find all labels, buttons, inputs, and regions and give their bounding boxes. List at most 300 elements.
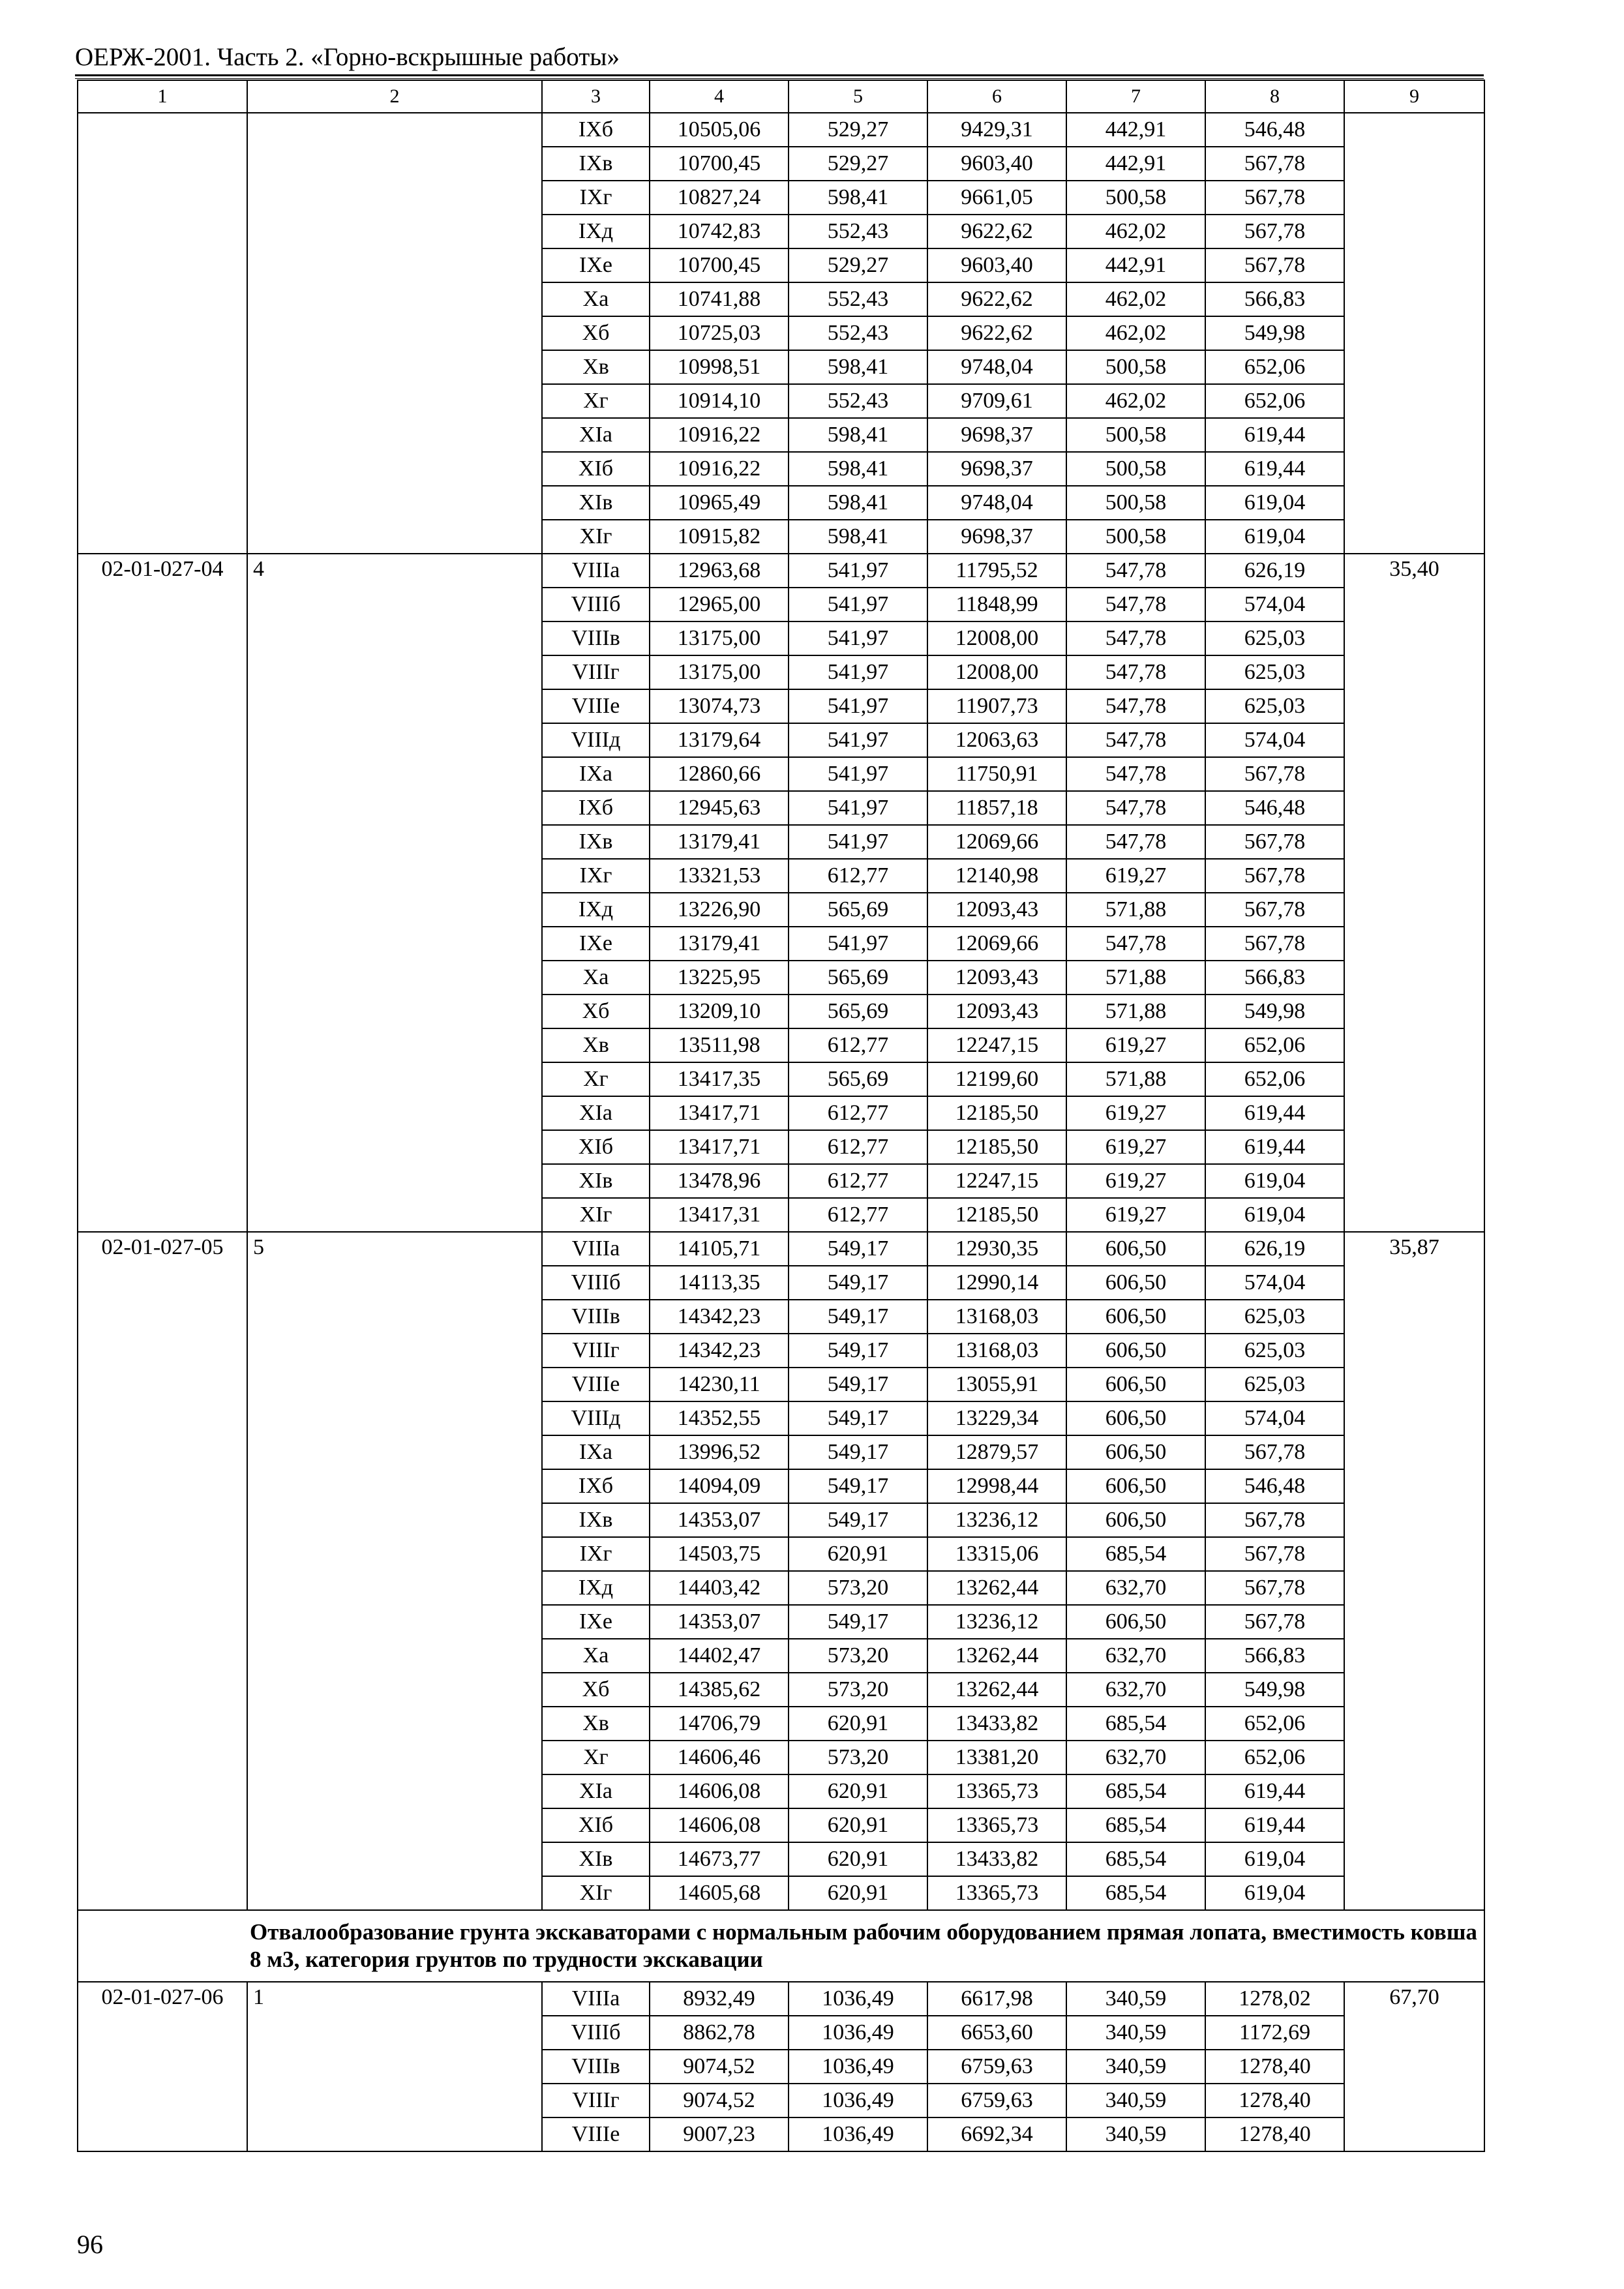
col-7-value: 442,91: [1066, 113, 1205, 147]
col-4-total: 13175,00: [650, 621, 789, 655]
col-6-value: 9622,62: [927, 316, 1066, 350]
col-7-value: 340,59: [1066, 2016, 1205, 2050]
col-5-value: 541,97: [789, 689, 927, 723]
soil-category: VIIIб: [542, 588, 650, 621]
col-6-value: 12247,15: [927, 1164, 1066, 1198]
col-7-value: 685,54: [1066, 1842, 1205, 1876]
soil-category: Xг: [542, 1741, 650, 1774]
col-8-value: 625,03: [1205, 621, 1344, 655]
rate-variant: 1: [247, 1982, 542, 2151]
col-6-value: 9748,04: [927, 486, 1066, 520]
col-7-value: 619,27: [1066, 1096, 1205, 1130]
col-8-value: 549,98: [1205, 316, 1344, 350]
soil-category: Xв: [542, 350, 650, 384]
col-7-value: 606,50: [1066, 1266, 1205, 1300]
col-4-total: 14353,07: [650, 1605, 789, 1639]
col-4-total: 10998,51: [650, 350, 789, 384]
col-4-total: 12963,68: [650, 554, 789, 588]
soil-category: IXб: [542, 113, 650, 147]
col-8-value: 619,44: [1205, 452, 1344, 486]
col-5-value: 549,17: [789, 1232, 927, 1266]
col-8-value: 619,04: [1205, 1198, 1344, 1232]
col-6-value: 9603,40: [927, 248, 1066, 282]
rate-variant: 4: [247, 554, 542, 1232]
soil-category: XIб: [542, 1130, 650, 1164]
col-5-value: 549,17: [789, 1503, 927, 1537]
column-number: 7: [1066, 80, 1205, 113]
col-4-total: 14353,07: [650, 1503, 789, 1537]
col-4-total: 13417,71: [650, 1096, 789, 1130]
table-row: [78, 554, 1484, 588]
col-4-total: 13225,95: [650, 961, 789, 995]
col-7-value: 547,78: [1066, 927, 1205, 961]
col-7-value: 462,02: [1066, 384, 1205, 418]
col-7-value: 500,58: [1066, 452, 1205, 486]
col-8-value: 567,78: [1205, 1537, 1344, 1571]
col-5-value: 565,69: [789, 961, 927, 995]
col-4-total: 13996,52: [650, 1435, 789, 1469]
col-5-value: 612,77: [789, 1164, 927, 1198]
col-5-value: 612,77: [789, 1130, 927, 1164]
col-5-value: 565,69: [789, 1062, 927, 1096]
col-6-value: 12069,66: [927, 927, 1066, 961]
soil-category: IXв: [542, 147, 650, 181]
col-8-value: 574,04: [1205, 1401, 1344, 1435]
col-5-value: 565,69: [789, 893, 927, 927]
col-4-total: 10741,88: [650, 282, 789, 316]
col-7-value: 606,50: [1066, 1300, 1205, 1334]
col-6-value: 13365,73: [927, 1876, 1066, 1910]
col-8-value: 567,78: [1205, 215, 1344, 248]
col-4-total: 8862,78: [650, 2016, 789, 2050]
rate-variant: [247, 113, 542, 554]
soil-category: VIIIг: [542, 2084, 650, 2117]
col-6-value: 9698,37: [927, 418, 1066, 452]
col-7-value: 462,02: [1066, 215, 1205, 248]
col-6-value: 11848,99: [927, 588, 1066, 621]
col-7-value: 547,78: [1066, 791, 1205, 825]
col-4-total: 14402,47: [650, 1639, 789, 1673]
col-5-value: 612,77: [789, 1198, 927, 1232]
col-4-total: 8932,49: [650, 1982, 789, 2016]
col-6-value: 6653,60: [927, 2016, 1066, 2050]
column-number: 3: [542, 80, 650, 113]
col-6-value: 13262,44: [927, 1639, 1066, 1673]
col-6-value: 11907,73: [927, 689, 1066, 723]
col-7-value: 685,54: [1066, 1774, 1205, 1808]
soil-category: XIа: [542, 1096, 650, 1130]
col-4-total: 12965,00: [650, 588, 789, 621]
col-4-total: 9007,23: [650, 2117, 789, 2151]
col-8-value: 567,78: [1205, 1571, 1344, 1605]
soil-category: IXб: [542, 1469, 650, 1503]
col-5-value: 573,20: [789, 1673, 927, 1707]
col-6-value: 12199,60: [927, 1062, 1066, 1096]
col-7-value: 619,27: [1066, 1164, 1205, 1198]
col-8-value: 625,03: [1205, 655, 1344, 689]
col-7-value: 547,78: [1066, 554, 1205, 588]
col-4-total: 12945,63: [650, 791, 789, 825]
col-5-value: 529,27: [789, 248, 927, 282]
col-4-total: 13179,41: [650, 927, 789, 961]
col-4-total: 14606,08: [650, 1808, 789, 1842]
col-7-value: 340,59: [1066, 2084, 1205, 2117]
col-4-total: 14706,79: [650, 1707, 789, 1741]
col-7-value: 547,78: [1066, 655, 1205, 689]
col-7-value: 500,58: [1066, 520, 1205, 554]
column-number: 5: [789, 80, 927, 113]
soil-category: XIб: [542, 452, 650, 486]
col-4-total: 10965,49: [650, 486, 789, 520]
soil-category: XIб: [542, 1808, 650, 1842]
col-5-value: 549,17: [789, 1368, 927, 1401]
col-7-value: 632,70: [1066, 1741, 1205, 1774]
col-6-value: 12185,50: [927, 1096, 1066, 1130]
soil-category: VIIIа: [542, 554, 650, 588]
col-6-value: 12185,50: [927, 1130, 1066, 1164]
col-7-value: 571,88: [1066, 961, 1205, 995]
col-5-value: 552,43: [789, 384, 927, 418]
col-4-total: 14606,08: [650, 1774, 789, 1808]
col-8-value: 619,04: [1205, 520, 1344, 554]
col-8-value: 567,78: [1205, 1435, 1344, 1469]
col-6-value: 13168,03: [927, 1334, 1066, 1368]
col-8-value: 619,44: [1205, 418, 1344, 452]
col-5-value: 529,27: [789, 147, 927, 181]
col-8-value: 566,83: [1205, 961, 1344, 995]
soil-category: IXв: [542, 1503, 650, 1537]
soil-category: IXг: [542, 1537, 650, 1571]
soil-category: VIIIе: [542, 2117, 650, 2151]
section-heading: Отвалообразование грунта экскаваторами с нормальным рабочим оборудованием прямая лопата, вместимость ковша 8 м3, категория грунтов по трудности экскавации: [78, 1910, 1484, 1982]
col-7-value: 606,50: [1066, 1232, 1205, 1266]
col-6-value: 13365,73: [927, 1774, 1066, 1808]
col-8-value: 567,78: [1205, 757, 1344, 791]
col-8-value: 549,98: [1205, 1673, 1344, 1707]
col-8-value: 625,03: [1205, 689, 1344, 723]
column-number: 8: [1205, 80, 1344, 113]
col-7-value: 547,78: [1066, 621, 1205, 655]
col-6-value: 9622,62: [927, 215, 1066, 248]
soil-category: VIIIа: [542, 1982, 650, 2016]
col-7-value: 606,50: [1066, 1401, 1205, 1435]
column-number: 9: [1344, 80, 1484, 113]
col-6-value: 13055,91: [927, 1368, 1066, 1401]
col-6-value: 6759,63: [927, 2050, 1066, 2084]
col-8-value: 1278,40: [1205, 2084, 1344, 2117]
col-4-total: 12860,66: [650, 757, 789, 791]
col-5-value: 549,17: [789, 1605, 927, 1639]
col-7-value: 619,27: [1066, 1130, 1205, 1164]
col-4-total: 10914,10: [650, 384, 789, 418]
col-7-value: 606,50: [1066, 1334, 1205, 1368]
soil-category: XIа: [542, 1774, 650, 1808]
soil-category: Xв: [542, 1028, 650, 1062]
col-5-value: 541,97: [789, 655, 927, 689]
col-8-value: 619,44: [1205, 1774, 1344, 1808]
col-7-value: 500,58: [1066, 486, 1205, 520]
col-6-value: 6617,98: [927, 1982, 1066, 2016]
soil-category: IXг: [542, 859, 650, 893]
col-4-total: 13417,71: [650, 1130, 789, 1164]
rate-variant: 5: [247, 1232, 542, 1910]
col-6-value: 12879,57: [927, 1435, 1066, 1469]
col-7-value: 547,78: [1066, 723, 1205, 757]
col-7-value: 500,58: [1066, 350, 1205, 384]
soil-category: XIв: [542, 1164, 650, 1198]
col-8-value: 567,78: [1205, 248, 1344, 282]
col-8-value: 567,78: [1205, 181, 1344, 215]
col-5-value: 552,43: [789, 316, 927, 350]
col-6-value: 13168,03: [927, 1300, 1066, 1334]
soil-category: VIIIе: [542, 689, 650, 723]
col-5-value: 541,97: [789, 723, 927, 757]
soil-category: VIIIд: [542, 723, 650, 757]
col-8-value: 574,04: [1205, 723, 1344, 757]
col-7-value: 606,50: [1066, 1435, 1205, 1469]
col-8-value: 652,06: [1205, 350, 1344, 384]
section-heading-row: [78, 1910, 1484, 1982]
col-4-total: 14503,75: [650, 1537, 789, 1571]
col-8-value: 574,04: [1205, 1266, 1344, 1300]
col-7-value: 632,70: [1066, 1673, 1205, 1707]
col-6-value: 11750,91: [927, 757, 1066, 791]
col-4-total: 13478,96: [650, 1164, 789, 1198]
col-6-value: 9429,31: [927, 113, 1066, 147]
soil-category: XIа: [542, 418, 650, 452]
col-8-value: 574,04: [1205, 588, 1344, 621]
soil-category: Xа: [542, 961, 650, 995]
col-4-total: 10725,03: [650, 316, 789, 350]
col-5-value: 598,41: [789, 520, 927, 554]
col-7-value: 547,78: [1066, 825, 1205, 859]
col-5-value: 541,97: [789, 791, 927, 825]
soil-category: Xа: [542, 282, 650, 316]
col-8-value: 652,06: [1205, 1028, 1344, 1062]
col-5-value: 598,41: [789, 418, 927, 452]
header-rule-thin: [75, 78, 1484, 79]
table-row: [78, 1982, 1484, 2016]
col-7-value: 619,27: [1066, 1198, 1205, 1232]
col-6-value: 12247,15: [927, 1028, 1066, 1062]
col-8-value: 567,78: [1205, 1605, 1344, 1639]
col-7-value: 547,78: [1066, 757, 1205, 791]
col-8-value: 567,78: [1205, 147, 1344, 181]
col-7-value: 340,59: [1066, 2117, 1205, 2151]
soil-category: IXд: [542, 215, 650, 248]
col-7-value: 500,58: [1066, 181, 1205, 215]
column-number-row: [78, 80, 1484, 113]
col-8-value: 567,78: [1205, 893, 1344, 927]
soil-category: IXе: [542, 1605, 650, 1639]
col-5-value: 620,91: [789, 1842, 927, 1876]
col-6-value: 13365,73: [927, 1808, 1066, 1842]
col-8-value: 652,06: [1205, 1741, 1344, 1774]
col-6-value: 13433,82: [927, 1842, 1066, 1876]
soil-category: IXб: [542, 791, 650, 825]
col-8-value: 546,48: [1205, 113, 1344, 147]
col-6-value: 12069,66: [927, 825, 1066, 859]
page-header: ОЕРЖ-2001. Часть 2. «Горно-вскрышные работы»: [75, 43, 620, 71]
page-number: 96: [77, 2230, 103, 2259]
col-5-value: 552,43: [789, 282, 927, 316]
col-5-value: 620,91: [789, 1808, 927, 1842]
col-5-value: 598,41: [789, 452, 927, 486]
col-5-value: 541,97: [789, 554, 927, 588]
col-8-value: 625,03: [1205, 1368, 1344, 1401]
col-6-value: 12093,43: [927, 995, 1066, 1028]
col-6-value: 13381,20: [927, 1741, 1066, 1774]
soil-category: IXа: [542, 757, 650, 791]
col-7-value: 340,59: [1066, 2050, 1205, 2084]
soil-category: Xг: [542, 384, 650, 418]
col-6-value: 11795,52: [927, 554, 1066, 588]
soil-category: XIг: [542, 1876, 650, 1910]
col-5-value: 552,43: [789, 215, 927, 248]
col-7-value: 685,54: [1066, 1876, 1205, 1910]
col-5-value: 612,77: [789, 1096, 927, 1130]
col-8-value: 619,44: [1205, 1808, 1344, 1842]
col-4-total: 10700,45: [650, 147, 789, 181]
col-8-value: 1278,02: [1205, 1982, 1344, 2016]
column-number: 4: [650, 80, 789, 113]
soil-category: IXг: [542, 181, 650, 215]
table-body: [78, 80, 1484, 2151]
soil-category: IXв: [542, 825, 650, 859]
col-6-value: 9748,04: [927, 350, 1066, 384]
col-9-value: [1344, 113, 1484, 554]
col-4-total: 13074,73: [650, 689, 789, 723]
col-8-value: 652,06: [1205, 384, 1344, 418]
col-7-value: 606,50: [1066, 1469, 1205, 1503]
col-4-total: 10742,83: [650, 215, 789, 248]
soil-category: VIIIг: [542, 655, 650, 689]
col-6-value: 12093,43: [927, 893, 1066, 927]
column-number: 1: [78, 80, 247, 113]
soil-category: XIв: [542, 1842, 650, 1876]
col-6-value: 9709,61: [927, 384, 1066, 418]
soil-category: VIIIе: [542, 1368, 650, 1401]
col-4-total: 10505,06: [650, 113, 789, 147]
col-4-total: 13175,00: [650, 655, 789, 689]
soil-category: IXе: [542, 248, 650, 282]
col-8-value: 566,83: [1205, 282, 1344, 316]
col-4-total: 14342,23: [650, 1334, 789, 1368]
col-5-value: 1036,49: [789, 2117, 927, 2151]
col-8-value: 567,78: [1205, 1503, 1344, 1537]
soil-category: IXе: [542, 927, 650, 961]
col-4-total: 13179,41: [650, 825, 789, 859]
col-5-value: 1036,49: [789, 2050, 927, 2084]
col-8-value: 625,03: [1205, 1334, 1344, 1368]
col-6-value: 13229,34: [927, 1401, 1066, 1435]
col-9-value: 67,70: [1344, 1982, 1484, 2151]
col-4-total: 14094,09: [650, 1469, 789, 1503]
table-row: [78, 1232, 1484, 1266]
col-5-value: 598,41: [789, 486, 927, 520]
col-8-value: 619,04: [1205, 486, 1344, 520]
col-7-value: 606,50: [1066, 1605, 1205, 1639]
soil-category: VIIIа: [542, 1232, 650, 1266]
col-5-value: 573,20: [789, 1571, 927, 1605]
col-7-value: 442,91: [1066, 147, 1205, 181]
soil-category: Xб: [542, 316, 650, 350]
col-4-total: 14385,62: [650, 1673, 789, 1707]
soil-category: VIIIб: [542, 2016, 650, 2050]
col-8-value: 619,44: [1205, 1130, 1344, 1164]
col-6-value: 9603,40: [927, 147, 1066, 181]
col-6-value: 9698,37: [927, 452, 1066, 486]
soil-category: IXд: [542, 893, 650, 927]
col-5-value: 529,27: [789, 113, 927, 147]
col-5-value: 620,91: [789, 1876, 927, 1910]
rate-code: 02-01-027-05: [78, 1232, 247, 1910]
soil-category: Xв: [542, 1707, 650, 1741]
col-4-total: 13417,35: [650, 1062, 789, 1096]
col-7-value: 685,54: [1066, 1537, 1205, 1571]
soil-category: VIIIв: [542, 621, 650, 655]
col-5-value: 541,97: [789, 757, 927, 791]
soil-category: VIIIд: [542, 1401, 650, 1435]
col-6-value: 13236,12: [927, 1605, 1066, 1639]
rate-code: 02-01-027-06: [78, 1982, 247, 2151]
col-7-value: 462,02: [1066, 282, 1205, 316]
col-5-value: 541,97: [789, 621, 927, 655]
col-6-value: 6692,34: [927, 2117, 1066, 2151]
col-6-value: 13315,06: [927, 1537, 1066, 1571]
col-7-value: 685,54: [1066, 1707, 1205, 1741]
soil-category: XIг: [542, 1198, 650, 1232]
col-9-value: 35,87: [1344, 1232, 1484, 1910]
col-6-value: 13262,44: [927, 1673, 1066, 1707]
col-4-total: 14352,55: [650, 1401, 789, 1435]
col-7-value: 571,88: [1066, 995, 1205, 1028]
col-8-value: 567,78: [1205, 859, 1344, 893]
header-rule: [75, 74, 1484, 76]
soil-category: VIIIв: [542, 2050, 650, 2084]
col-8-value: 549,98: [1205, 995, 1344, 1028]
col-6-value: 13433,82: [927, 1707, 1066, 1741]
soil-category: IXд: [542, 1571, 650, 1605]
col-6-value: 13236,12: [927, 1503, 1066, 1537]
col-4-total: 10827,24: [650, 181, 789, 215]
col-4-total: 10916,22: [650, 418, 789, 452]
col-6-value: 12140,98: [927, 859, 1066, 893]
col-5-value: 573,20: [789, 1741, 927, 1774]
col-8-value: 566,83: [1205, 1639, 1344, 1673]
col-7-value: 619,27: [1066, 859, 1205, 893]
col-4-total: 9074,52: [650, 2084, 789, 2117]
col-7-value: 547,78: [1066, 588, 1205, 621]
col-5-value: 612,77: [789, 1028, 927, 1062]
col-4-total: 14673,77: [650, 1842, 789, 1876]
col-8-value: 567,78: [1205, 927, 1344, 961]
col-8-value: 626,19: [1205, 1232, 1344, 1266]
rate-code: 02-01-027-04: [78, 554, 247, 1232]
soil-category: VIIIг: [542, 1334, 650, 1368]
col-8-value: 1278,40: [1205, 2117, 1344, 2151]
col-5-value: 1036,49: [789, 1982, 927, 2016]
col-4-total: 14230,11: [650, 1368, 789, 1401]
col-6-value: 12008,00: [927, 621, 1066, 655]
col-7-value: 571,88: [1066, 893, 1205, 927]
col-6-value: 9661,05: [927, 181, 1066, 215]
col-4-total: 13226,90: [650, 893, 789, 927]
col-7-value: 547,78: [1066, 689, 1205, 723]
col-5-value: 620,91: [789, 1707, 927, 1741]
col-8-value: 625,03: [1205, 1300, 1344, 1334]
col-4-total: 13179,64: [650, 723, 789, 757]
